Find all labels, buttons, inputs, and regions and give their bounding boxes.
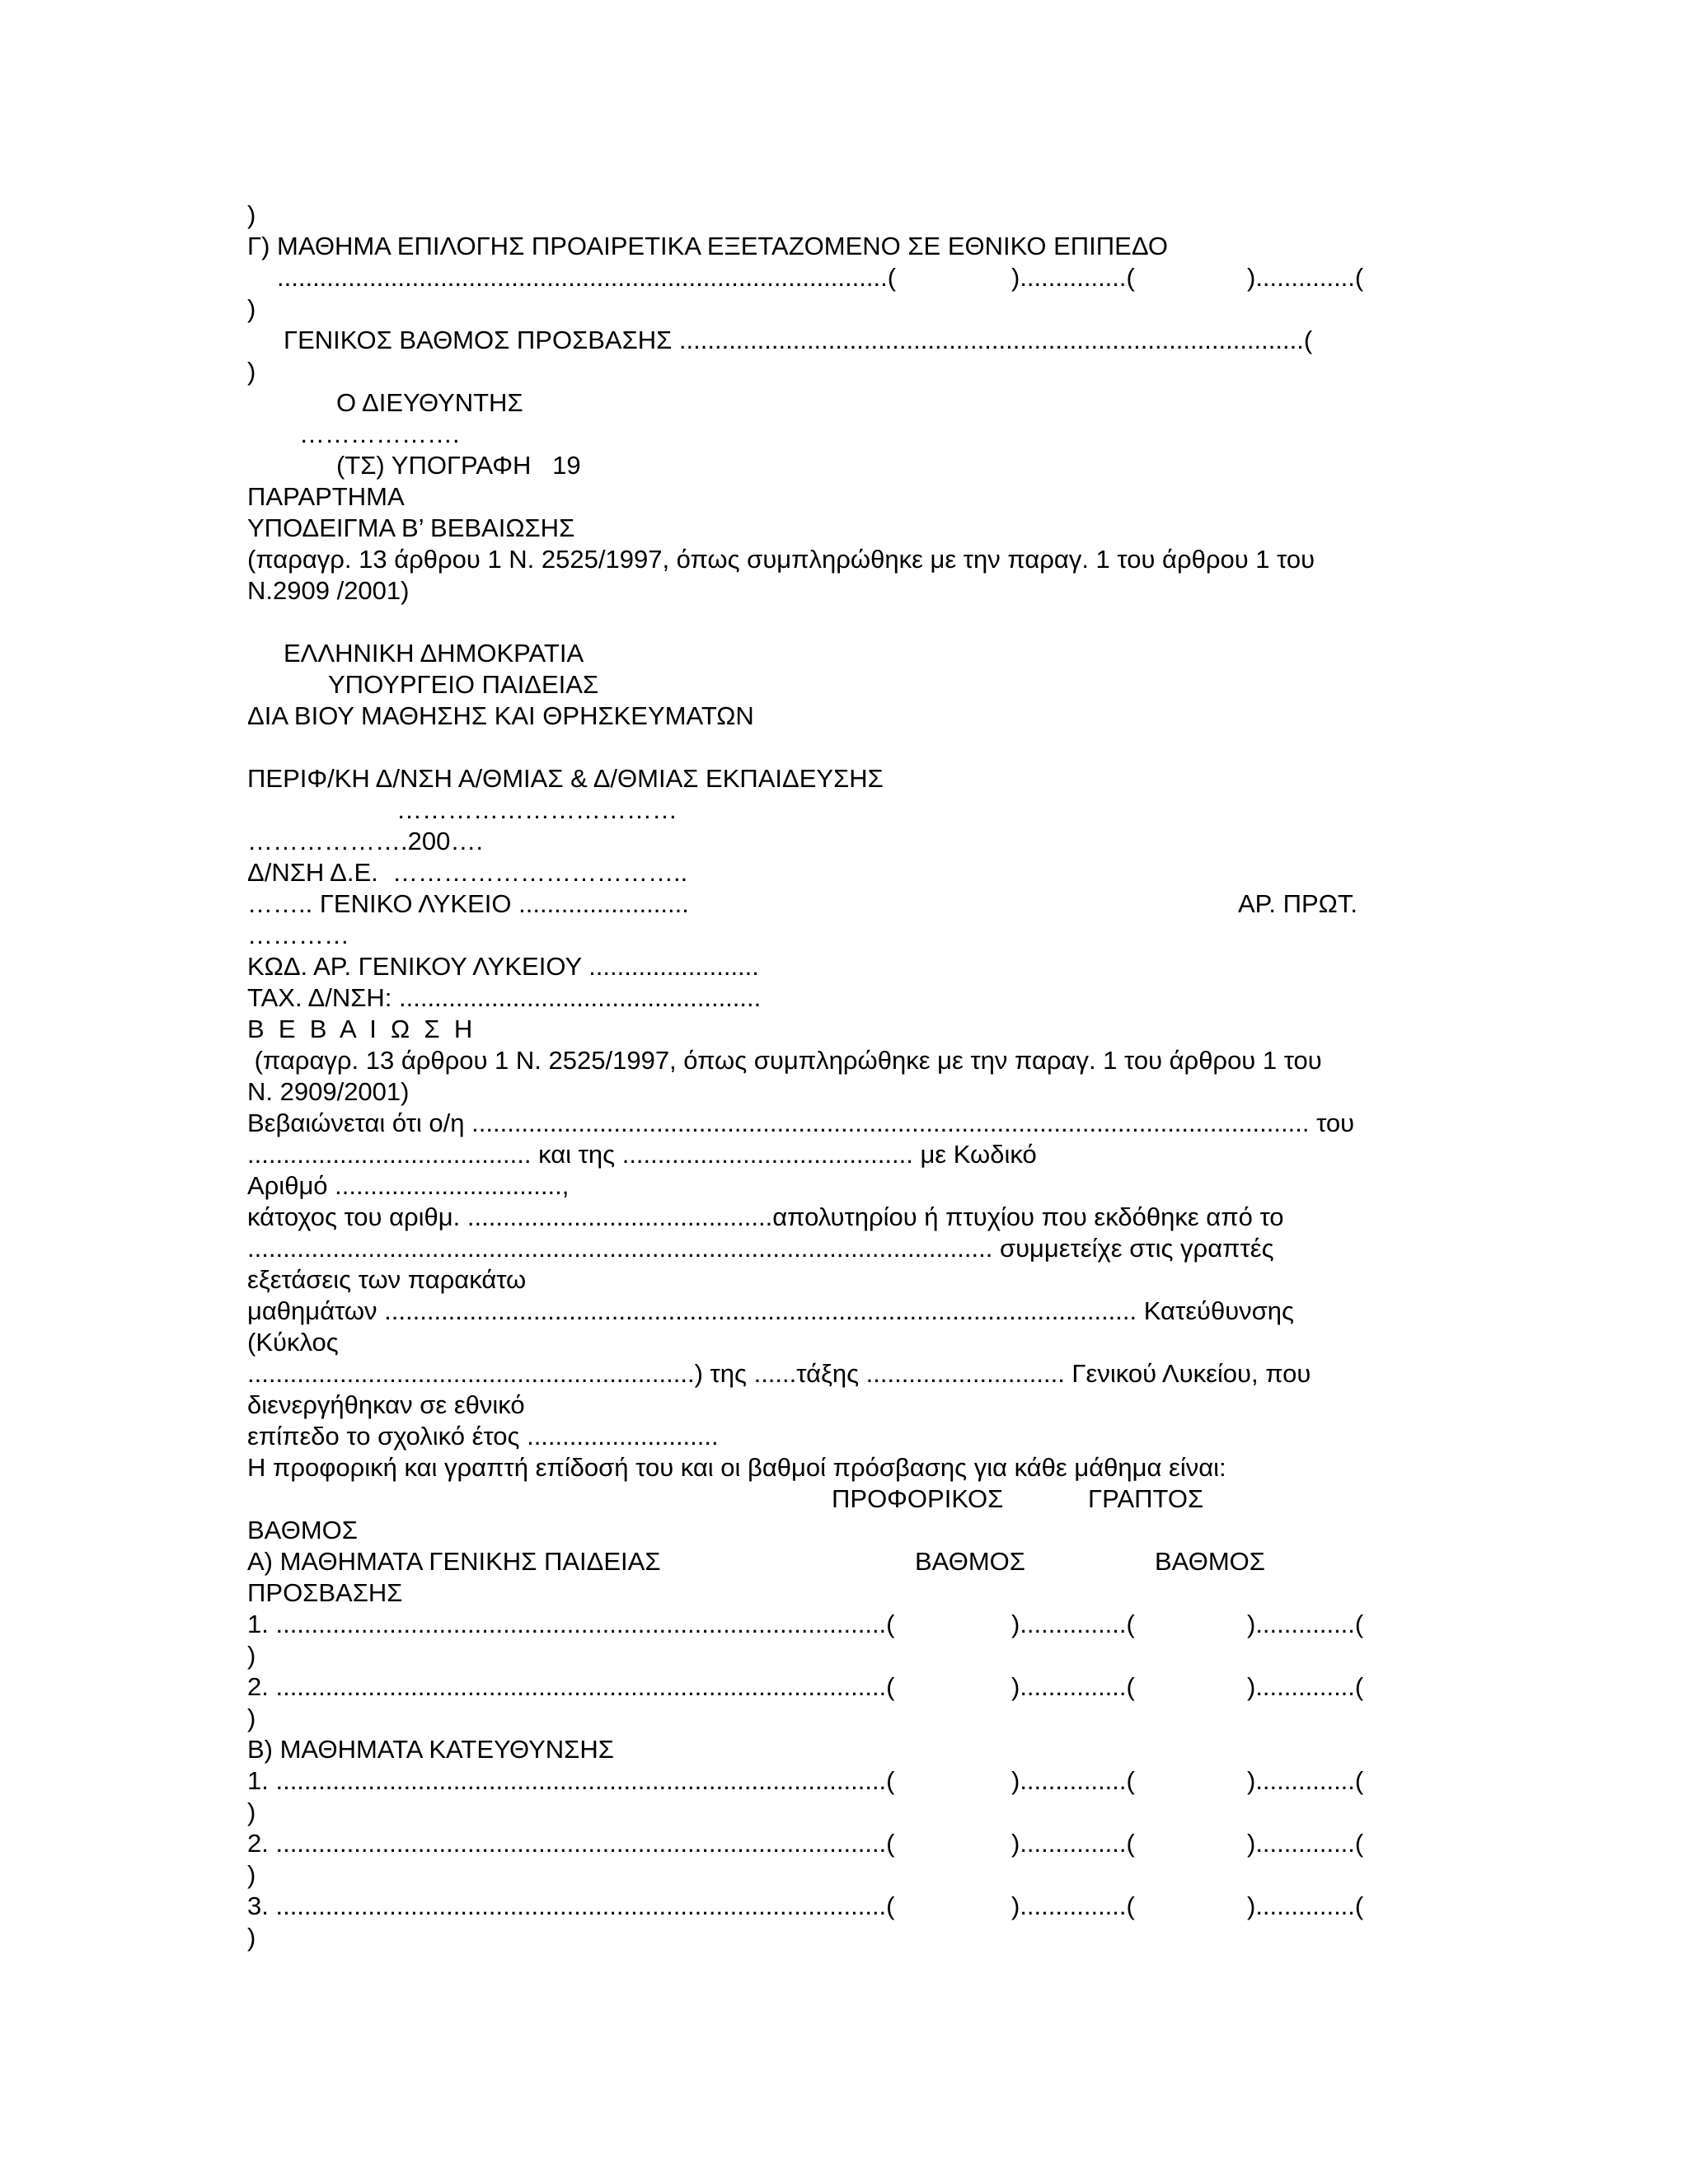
text-line: κάτοχος του αριθμ. ...........................................απολυτηρίου ή πτυχίου που εκδόθηκε από το — [247, 1202, 1284, 1231]
text-line: ΥΠΟΔΕΙΓΜΑ Β’ ΒΕΒΑΙΩΣΗΣ — [247, 513, 575, 542]
text-line: ΕΛΛΗΝΙΚΗ ΔΗΜΟΚΡΑΤΙΑ — [284, 639, 584, 668]
text-line: ……………….200…. — [247, 827, 483, 855]
text-line: …….. ΓΕΝΙΚΟ ΛΥΚΕΙΟ ........................ — [247, 889, 689, 918]
text-line: )...............( — [1011, 1891, 1135, 1920]
text-line: )..............( — [1247, 1891, 1364, 1920]
text-line: Α) ΜΑΘΗΜΑΤΑ ΓΕΝΙΚΗΣ ΠΑΙΔΕΙΑΣ — [247, 1547, 661, 1576]
text-line: )..............( — [1247, 1672, 1364, 1701]
text-line: ) — [247, 1797, 256, 1826]
text-line: μαθημάτων .......................................................................................................... Κατεύθυνσης — [247, 1296, 1294, 1325]
text-line: ) — [247, 1641, 256, 1670]
text-line: 1. ......................................................................................( — [247, 1610, 895, 1638]
text-line: )...............( — [1011, 1610, 1135, 1638]
text-line: Βεβαιώνεται ότι ο/η ...................................................................................................................... του — [247, 1108, 1355, 1137]
text-line: επίπεδο το σχολικό έτος ........................... — [247, 1422, 719, 1451]
text-line: ΑΡ. ΠΡΩΤ. — [1238, 889, 1357, 918]
text-line: )...............( — [1011, 1829, 1135, 1858]
text-line: ) — [247, 1860, 256, 1889]
text-line: ........................................ και της ......................................... με Κωδικό — [247, 1140, 1037, 1169]
text-line: )..............( — [1247, 1610, 1364, 1638]
text-line: 2. ......................................................................................( — [247, 1829, 895, 1858]
text-line: Αριθμό ................................, — [247, 1171, 570, 1200]
text-line: ) — [247, 200, 256, 229]
text-line: Δ/ΝΣΗ Δ.Ε. …………………………….. — [247, 858, 688, 887]
text-line: εξετάσεις των παρακάτω — [247, 1265, 527, 1294]
text-line: ......................................................................................................... συμμετείχε στις γραπτές — [247, 1234, 1274, 1263]
text-line: ) — [247, 1704, 256, 1732]
text-line: ΓΕΝΙΚΟΣ ΒΑΘΜΟΣ ΠΡΟΣΒΑΣΗΣ ........................................................................................( — [284, 326, 1313, 354]
text-line: ...............................................................) της ......τάξης ............................ Γενικού Λυκείου, που — [247, 1359, 1311, 1388]
text-line: ) — [247, 294, 256, 323]
text-line: διενεργήθηκαν σε εθνικό — [247, 1390, 525, 1419]
text-line: )...............( — [1011, 1672, 1135, 1701]
text-line: 3. ......................................................................................( — [247, 1891, 895, 1920]
text-line: ΒΑΘΜΟΣ — [1155, 1547, 1265, 1576]
text-line: )...............( — [1011, 263, 1135, 292]
text-line: ΠΡΟΦΟΡΙΚΟΣ — [832, 1484, 1004, 1513]
text-line: ) — [247, 1923, 256, 1952]
text-line: (παραγρ. 13 άρθρου 1 Ν. 2525/1997, όπως συμπληρώθηκε με την παραγ. 1 του άρθρου 1 του — [247, 545, 1315, 574]
text-line: )..............( — [1247, 1829, 1364, 1858]
text-line: )..............( — [1247, 263, 1364, 292]
text-line: (παραγρ. 13 άρθρου 1 Ν. 2525/1997, όπως συμπληρώθηκε με την παραγ. 1 του άρθρου 1 του — [247, 1046, 1322, 1075]
text-line: ΥΠΟΥΡΓΕΙΟ ΠΑΙΔΕΙΑΣ — [328, 670, 599, 699]
text-line: ΔΙΑ ΒΙΟΥ ΜΑΘΗΣΗΣ ΚΑΙ ΘΡΗΣΚΕΥΜΑΤΩΝ — [247, 701, 754, 730]
text-line: ………… — [247, 921, 349, 949]
text-line: ) — [247, 357, 256, 386]
text-line: ΠΕΡΙΦ/ΚΗ Δ/ΝΣΗ Α/ΘΜΙΑΣ & Δ/ΘΜΙΑΣ ΕΚΠΑΙΔΕΥΣΗΣ — [247, 764, 884, 793]
text-line: …………………………… — [396, 795, 678, 824]
text-line: ΠΑΡΑΡΤΗΜΑ — [247, 482, 405, 511]
text-line: Γ) ΜΑΘΗΜΑ ΕΠΙΛΟΓΗΣ ΠΡΟΑΙΡΕΤΙΚΑ ΕΞΕΤΑΖΟΜΕΝΟ ΣΕ ΕΘΝΙΚΟ ΕΠΙΠΕΔΟ — [247, 232, 1168, 260]
text-line: 1. ......................................................................................( — [247, 1766, 895, 1795]
text-line: )...............( — [1011, 1766, 1135, 1795]
text-line: ΤΑΧ. Δ/ΝΣΗ: ................................................... — [247, 983, 762, 1012]
text-line: ΠΡΟΣΒΑΣΗΣ — [247, 1578, 403, 1607]
text-line: Ν. 2909/2001) — [247, 1077, 410, 1106]
text-line: (Κύκλος — [247, 1328, 339, 1357]
text-line: ......................................................................................( — [277, 263, 897, 292]
text-line: )..............( — [1247, 1766, 1364, 1795]
text-line: ………………. — [299, 419, 460, 448]
text-line: Ν.2909 /2001) — [247, 576, 410, 605]
text-line: 2. ......................................................................................( — [247, 1672, 895, 1701]
text-line: ΒΑΘΜΟΣ — [247, 1516, 358, 1544]
text-line: ΚΩΔ. ΑΡ. ΓΕΝΙΚΟΥ ΛΥΚΕΙΟΥ ........................ — [247, 952, 759, 981]
text-line: ΒΑΘΜΟΣ — [915, 1547, 1025, 1576]
text-line: Β Ε Β Α Ι Ω Σ Η — [247, 1015, 473, 1043]
text-line: Β) ΜΑΘΗΜΑΤΑ ΚΑΤΕΥΘΥΝΣΗΣ — [247, 1735, 614, 1764]
text-line: ΓΡΑΠΤΟΣ — [1088, 1484, 1204, 1513]
text-line: Ο ΔΙΕΥΘΥΝΤΗΣ — [336, 388, 523, 417]
text-line: Η προφορική και γραπτή επίδοσή του και οι βαθμοί πρόσβασης για κάθε μάθημα είναι: — [247, 1453, 1226, 1482]
text-line: (ΤΣ) ΥΠΟΓΡΑΦΗ 19 — [336, 451, 581, 480]
